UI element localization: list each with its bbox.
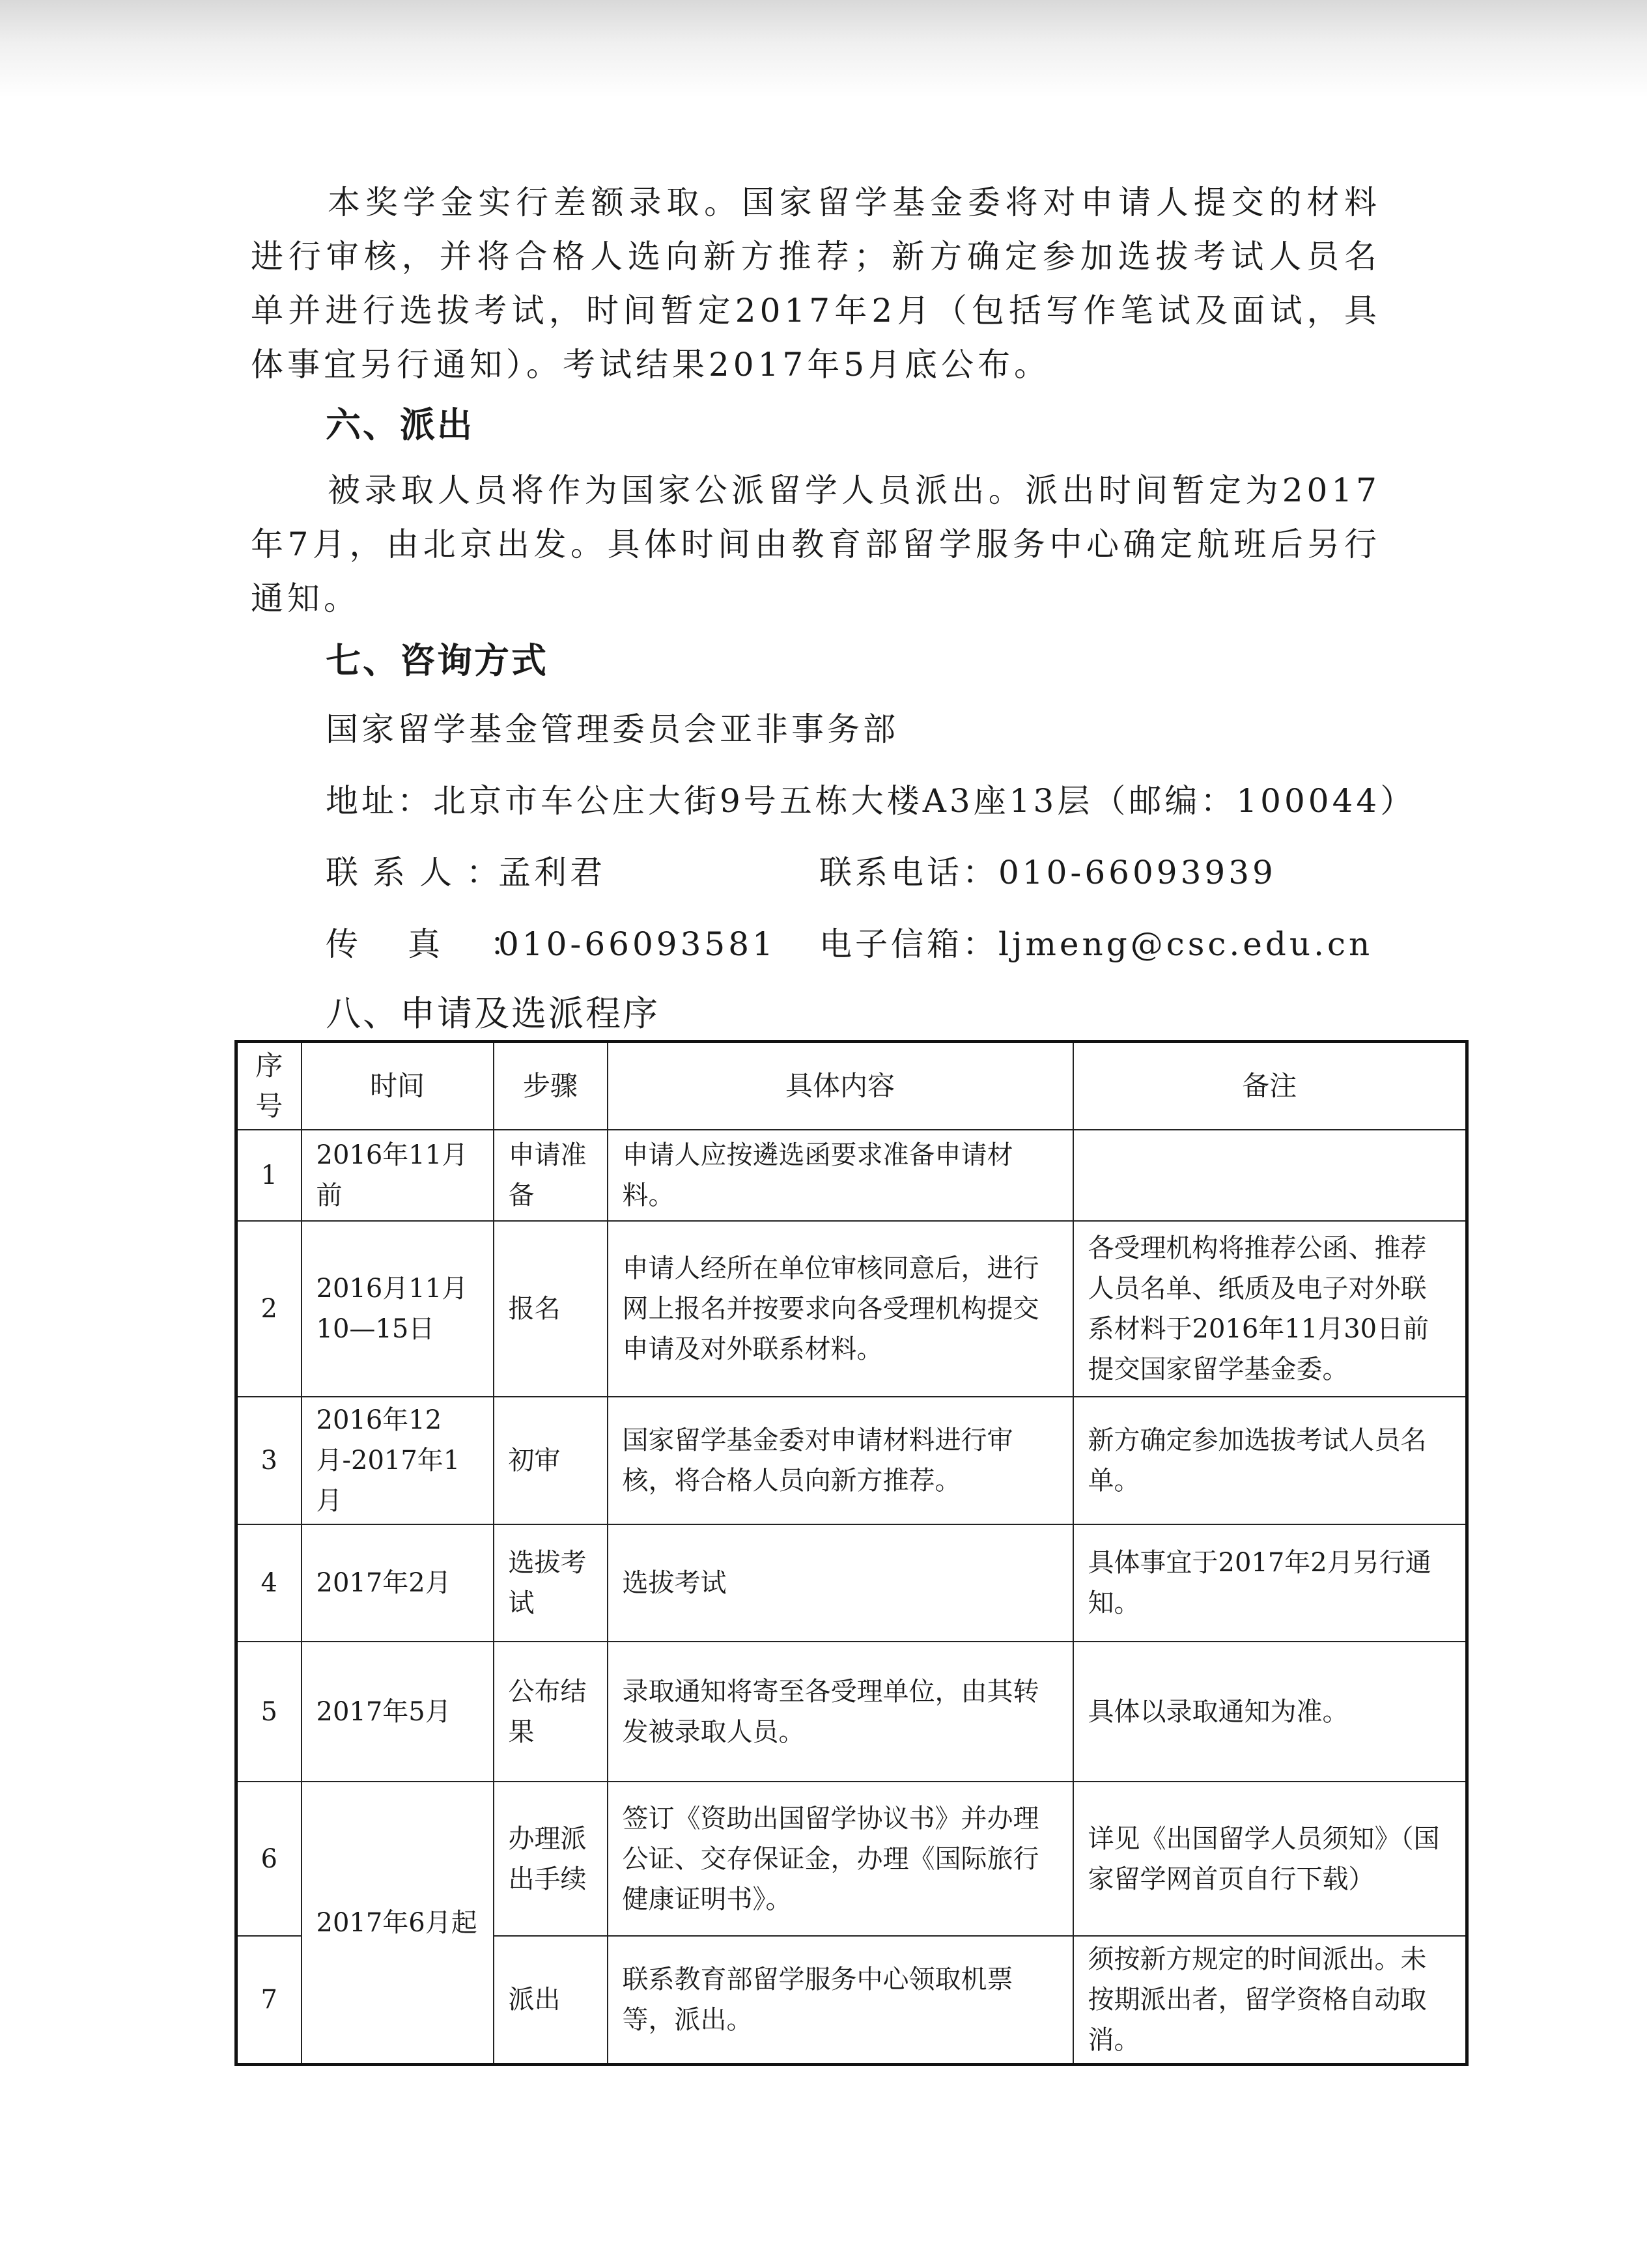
table-row	[236, 1397, 1467, 1524]
row-step: 申请准备	[494, 1130, 608, 1221]
row-no: 7	[236, 1936, 302, 2065]
contact-email-label: 电子信箱：	[819, 925, 998, 963]
row-note: 须按新方规定的时间派出。未按期派出者，留学资格自动取消。	[1073, 1936, 1467, 2065]
table-row	[236, 1130, 1467, 1221]
row-step: 初审	[494, 1397, 608, 1524]
contact-address: 地址：北京市车公庄大街9号五栋大楼A3座13层（邮编：100044）	[326, 782, 1416, 820]
header-no: 序号	[236, 1042, 302, 1130]
row-note: 详见《出国留学人员须知》（国家留学网首页自行下载）	[1073, 1782, 1467, 1936]
row-note: 具体以录取通知为准。	[1073, 1642, 1467, 1782]
row-content: 申请人应按遴选函要求准备申请材料。	[608, 1130, 1073, 1221]
section-heading-procedure: 八、申请及选派程序	[326, 993, 660, 1034]
row-note: 具体事宜于2017年2月另行通知。	[1073, 1524, 1467, 1642]
contact-email-address: ljmeng@csc.edu.cn	[998, 925, 1373, 963]
row-content: 联系教育部留学服务中心领取机票等，派出。	[608, 1936, 1073, 2065]
row-note	[1073, 1130, 1467, 1221]
contact-person-row	[326, 850, 606, 895]
contact-department: 国家留学基金管理委员会亚非事务部	[326, 710, 899, 748]
row-time: 2017年2月	[302, 1524, 494, 1642]
table-row	[236, 1524, 1467, 1642]
header-step: 步骤	[494, 1042, 608, 1130]
row-content: 录取通知将寄至各受理单位，由其转发被录取人员。	[608, 1642, 1073, 1782]
section-heading-dispatch: 六、派出	[326, 404, 474, 445]
row-step: 选拔考试	[494, 1524, 608, 1642]
row-no: 6	[236, 1782, 302, 1936]
contact-fax-number: 010-66093581	[498, 925, 776, 963]
row-no: 1	[236, 1130, 302, 1221]
row-step: 办理派出手续	[494, 1782, 608, 1936]
contact-fax-label: 传真：	[326, 925, 572, 963]
row-no: 4	[236, 1524, 302, 1642]
row-content: 申请人经所在单位审核同意后，进行网上报名并按要求向各受理机构提交申请及对外联系材料。	[608, 1221, 1073, 1397]
contact-phone-label: 联系电话：	[819, 854, 998, 891]
admission-paragraph: 本奖学金实行差额录取。国家留学基金委将对申请人提交的材料进行审核，并将合格人选向新方推荐；新方确定参加选拔考试人员名单并进行选拔考试，时间暂定2017年2月（包括写作笔试及面试，具体事宜另行通知）。考试结果2017年5月底公布。	[251, 184, 1381, 384]
row-no: 5	[236, 1642, 302, 1782]
row-time: 2016年11月前	[302, 1130, 494, 1221]
row-no: 2	[236, 1221, 302, 1397]
row-time: 2016年12月-2017年1月	[302, 1397, 494, 1524]
row-content: 选拔考试	[608, 1524, 1073, 1642]
contact-phone-row	[819, 850, 1276, 895]
row-step: 派出	[494, 1936, 608, 2065]
row-time: 2017年6月起	[302, 1782, 494, 2065]
row-note: 各受理机构将推荐公函、推荐人员名单、纸质及电子对外联系材料于2016年11月30日前提交国家留学基金委。	[1073, 1221, 1467, 1397]
contact-email-row	[819, 921, 1373, 967]
contact-phone-number: 010-66093939	[998, 854, 1276, 891]
table-row	[236, 1642, 1467, 1782]
header-content: 具体内容	[608, 1042, 1073, 1130]
row-content: 签订《资助出国留学协议书》并办理公证、交存保证金，办理《国际旅行健康证明书》。	[608, 1782, 1073, 1936]
dispatch-paragraph: 被录取人员将作为国家公派留学人员派出。派出时间暂定为2017年7月，由北京出发。具体时间由教育部留学服务中心确定航班后另行通知。	[251, 471, 1381, 617]
header-time: 时间	[302, 1042, 494, 1130]
row-no: 3	[236, 1397, 302, 1524]
table-row	[236, 1782, 1467, 1936]
row-step: 报名	[494, 1221, 608, 1397]
table-row	[236, 1221, 1467, 1397]
procedure-table	[234, 1040, 1469, 2066]
contact-person-label: 联系人：	[326, 854, 513, 891]
header-note: 备注	[1073, 1042, 1467, 1130]
contact-fax-row	[326, 921, 776, 967]
row-note: 新方确定参加选拔考试人员名单。	[1073, 1397, 1467, 1524]
row-content: 国家留学基金委对申请材料进行审核，将合格人员向新方推荐。	[608, 1397, 1073, 1524]
row-time: 2017年5月	[302, 1642, 494, 1782]
table-header-row	[236, 1042, 1467, 1130]
row-step: 公布结果	[494, 1642, 608, 1782]
section-heading-contact: 七、咨询方式	[326, 640, 548, 681]
row-time: 2016月11月10—15日	[302, 1221, 494, 1397]
contact-person-name: 孟利君	[498, 854, 606, 891]
